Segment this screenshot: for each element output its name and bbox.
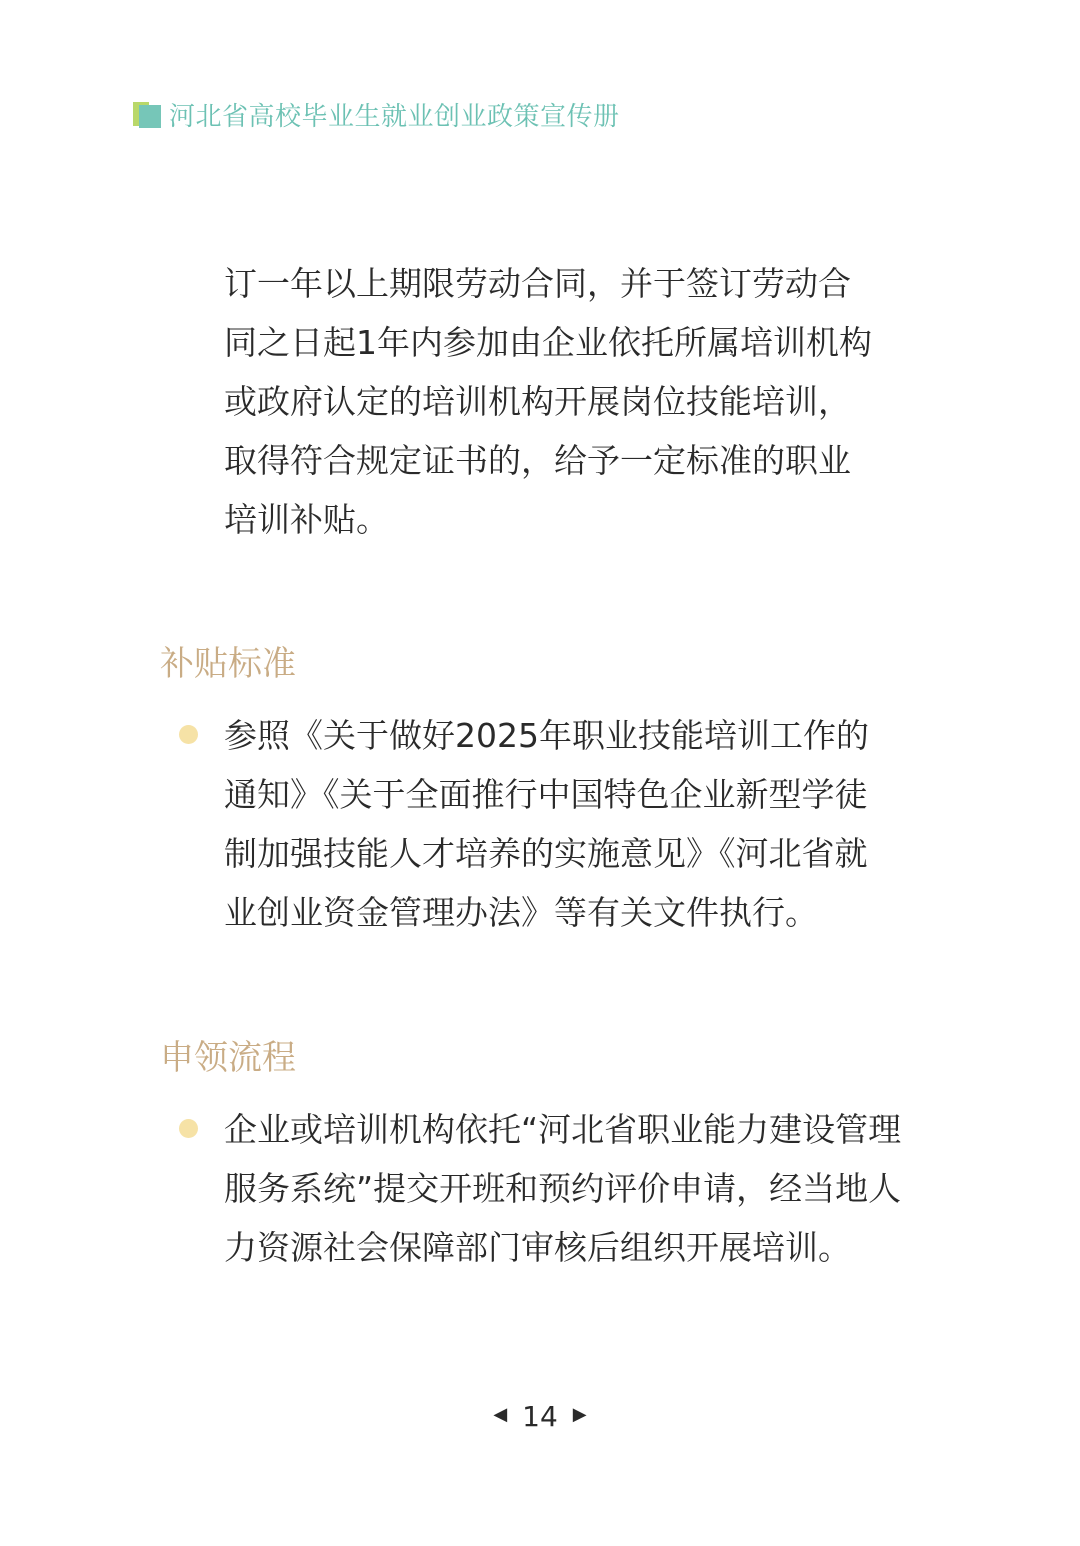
text-line: 培训补贴。 (224, 500, 389, 539)
subsidy-standard-heading: 补贴标准 (160, 644, 296, 684)
text-line: 企业或培训机构依托“河北省职业能力建设管理 (224, 1110, 902, 1149)
text-line: 业创业资金管理办法》等有关文件执行。 (224, 893, 818, 932)
page-number-indicator (0, 1398, 1080, 1433)
application-process-text (224, 1100, 984, 1277)
text-line: 力资源社会保障部门审核后组织开展培训。 (224, 1228, 851, 1267)
bullet-icon (179, 1119, 198, 1138)
text-line: 订一年以上期限劳动合同，并于签订劳动合 (224, 264, 851, 303)
subsidy-standard-text (224, 706, 984, 942)
prev-page-icon[interactable]: ◀ (493, 1403, 508, 1425)
text-line: 通知》《关于全面推行中国特色企业新型学徒 (224, 775, 868, 814)
text-line: 参照《关于做好2025年职业技能培训工作的 (224, 716, 869, 755)
logo-square-teal (139, 105, 161, 128)
bullet-icon (179, 725, 198, 744)
application-process-heading: 申领流程 (160, 1038, 296, 1078)
text-line: 同之日起1年内参加由企业依托所属培训机构 (224, 323, 872, 362)
text-line: 取得符合规定证书的，给予一定标准的职业 (224, 441, 851, 480)
text-line: 或政府认定的培训机构开展岗位技能培训， (224, 382, 851, 421)
header-logo-mark (133, 100, 161, 128)
next-page-icon[interactable]: ▶ (572, 1403, 587, 1425)
text-line: 制加强技能人才培养的实施意见》《河北省就 (224, 834, 868, 873)
page-header (133, 94, 620, 134)
intro-paragraph (224, 254, 984, 549)
booklet-title: 河北省高校毕业生就业创业政策宣传册 (169, 101, 620, 132)
text-line: 服务系统”提交开班和预约评价申请，经当地人 (224, 1169, 902, 1208)
page-number: 14 (522, 1399, 558, 1433)
